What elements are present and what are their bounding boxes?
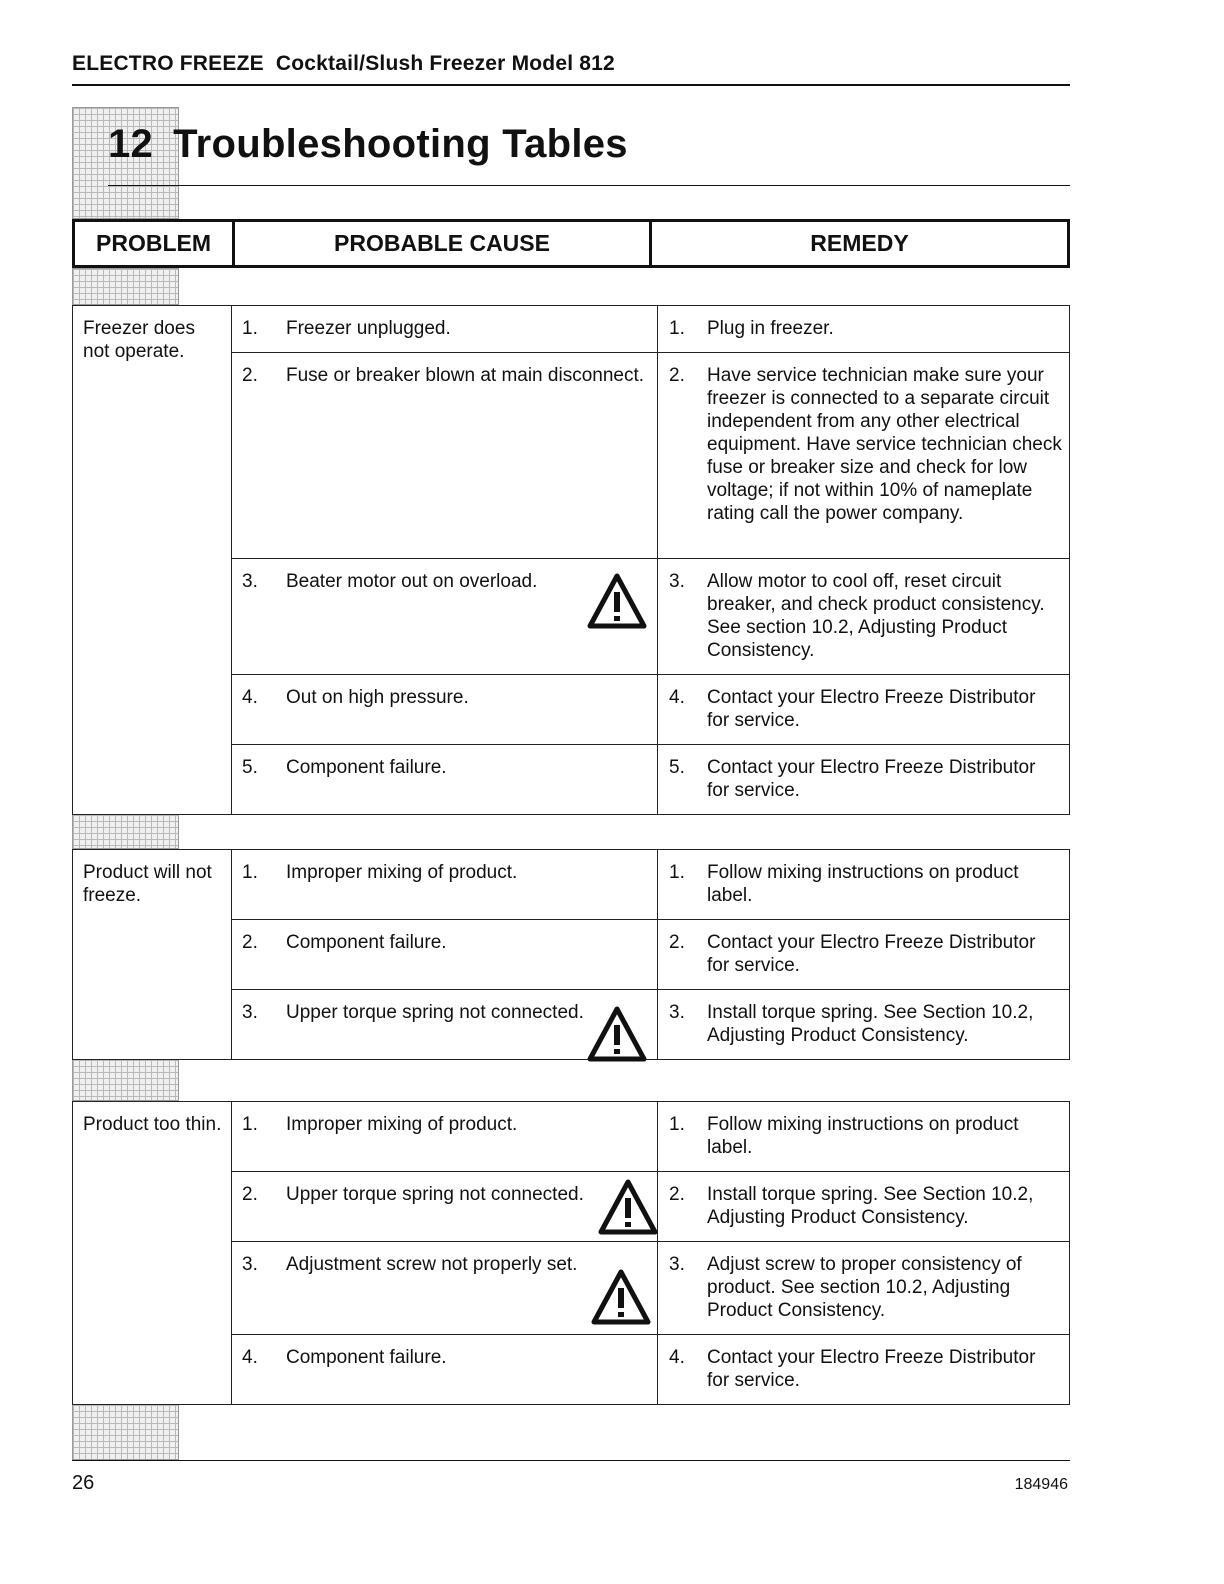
cause-number: 1.	[242, 862, 258, 883]
cause-text: Upper torque spring not connected.	[286, 1002, 584, 1023]
running-header	[72, 52, 615, 76]
remedy-number: 3.	[669, 1002, 685, 1023]
cause-number: 2.	[242, 365, 258, 386]
cause-text: Beater motor out on overload.	[286, 571, 538, 592]
remedy-number: 1.	[669, 1114, 685, 1135]
column-header-problem: PROBLEM	[72, 219, 235, 268]
column-divider	[657, 849, 658, 1059]
cause-number: 2.	[242, 1184, 258, 1205]
remedy-text: Install torque spring. See Section 10.2, Adjusting Product Consistency.	[707, 1184, 1034, 1228]
cause-number: 2.	[242, 932, 258, 953]
row-divider	[231, 352, 1070, 353]
remedy-number: 2.	[669, 1184, 685, 1205]
cause-number: 1.	[242, 1114, 258, 1135]
column-divider	[657, 1101, 658, 1404]
header-rule	[72, 84, 1070, 86]
cause-text: Component failure.	[286, 757, 447, 778]
document-code: 184946	[1014, 1476, 1068, 1493]
warning-triangle-icon	[586, 572, 648, 630]
remedy-number: 1.	[669, 862, 685, 883]
remedy-text: Plug in freezer.	[707, 318, 834, 339]
page-number: 26	[72, 1472, 95, 1494]
cause-number: 4.	[242, 1347, 258, 1368]
remedy-text: Contact your Electro Freeze Distributor for service.	[707, 687, 1036, 731]
remedy-text: Contact your Electro Freeze Distributor for service.	[707, 1347, 1036, 1391]
cause-text: Improper mixing of product.	[286, 1114, 518, 1135]
remedy-text: Follow mixing instructions on product label.	[707, 862, 1019, 906]
section-title-text: Troubleshooting Tables	[173, 122, 628, 166]
problem-text: Product will not freeze.	[83, 862, 212, 906]
column-divider	[231, 849, 232, 1059]
column-divider	[231, 1101, 232, 1404]
remedy-number: 4.	[669, 1347, 685, 1368]
problem-text: Freezer does not operate.	[83, 318, 195, 362]
remedy-number: 3.	[669, 571, 685, 592]
problem-text: Product too thin.	[83, 1114, 222, 1135]
row-divider	[231, 989, 1070, 990]
footer-rule	[72, 1460, 1070, 1461]
cause-text: Adjustment screw not properly set.	[286, 1254, 578, 1275]
column-divider	[657, 305, 658, 814]
remedy-number: 3.	[669, 1254, 685, 1275]
cause-text: Component failure.	[286, 1347, 447, 1368]
remedy-text: Follow mixing instructions on product label.	[707, 1114, 1019, 1158]
remedy-text: Install torque spring. See Section 10.2, Adjusting Product Consistency.	[707, 1002, 1034, 1046]
column-header-remedy: REMEDY	[649, 219, 1070, 268]
remedy-text: Contact your Electro Freeze Distributor for service.	[707, 757, 1036, 801]
cause-number: 3.	[242, 1254, 258, 1275]
cause-number: 1.	[242, 318, 258, 339]
remedy-number: 1.	[669, 318, 685, 339]
model-name: Cocktail/Slush Freezer Model 812	[275, 52, 615, 75]
row-divider	[231, 919, 1070, 920]
grid-spacer	[72, 268, 179, 305]
remedy-text: Allow motor to cool off, reset circuit breaker, and check product consistency. See section 10.2, Adjusting Product Consistency.	[707, 571, 1045, 661]
cause-text: Freezer unplugged.	[286, 318, 451, 339]
row-divider	[231, 558, 1070, 559]
remedy-text: Have service technician make sure your freezer is connected to a separate circuit independent from any other electrical equipment. Have service technician check fuse or breaker size and check for low voltage; if not within 10% of nameplate rating call the power company.	[707, 365, 1062, 524]
column-header-cause: PROBABLE CAUSE	[232, 219, 652, 268]
row-divider	[231, 1171, 1070, 1172]
warning-triangle-icon	[590, 1268, 652, 1326]
cause-text: Improper mixing of product.	[286, 862, 518, 883]
row-divider	[231, 744, 1070, 745]
grid-spacer	[72, 1404, 179, 1460]
warning-triangle-icon	[586, 1005, 648, 1063]
cause-number: 5.	[242, 757, 258, 778]
remedy-number: 2.	[669, 932, 685, 953]
remedy-number: 2.	[669, 365, 685, 386]
cause-text: Fuse or breaker blown at main disconnect.	[286, 365, 645, 386]
row-divider	[231, 1334, 1070, 1335]
warning-triangle-icon	[597, 1178, 659, 1236]
remedy-text: Contact your Electro Freeze Distributor for service.	[707, 932, 1036, 976]
cause-text: Component failure.	[286, 932, 447, 953]
section-title	[108, 122, 628, 167]
title-rule	[108, 185, 1070, 186]
cause-text: Out on high pressure.	[286, 687, 469, 708]
section-number: 12	[108, 122, 154, 166]
column-divider	[231, 305, 232, 814]
cause-number: 3.	[242, 571, 258, 592]
grid-spacer	[72, 1059, 179, 1101]
remedy-number: 4.	[669, 687, 685, 708]
cause-number: 4.	[242, 687, 258, 708]
row-divider	[231, 1241, 1070, 1242]
row-divider	[231, 674, 1070, 675]
cause-text: Upper torque spring not connected.	[286, 1184, 584, 1205]
cause-number: 3.	[242, 1002, 258, 1023]
brand-name: ELECTRO FREEZE	[72, 52, 264, 75]
grid-spacer	[72, 814, 179, 849]
remedy-text: Adjust screw to proper consistency of product. See section 10.2, Adjusting Product Consistency.	[707, 1254, 1022, 1321]
remedy-number: 5.	[669, 757, 685, 778]
